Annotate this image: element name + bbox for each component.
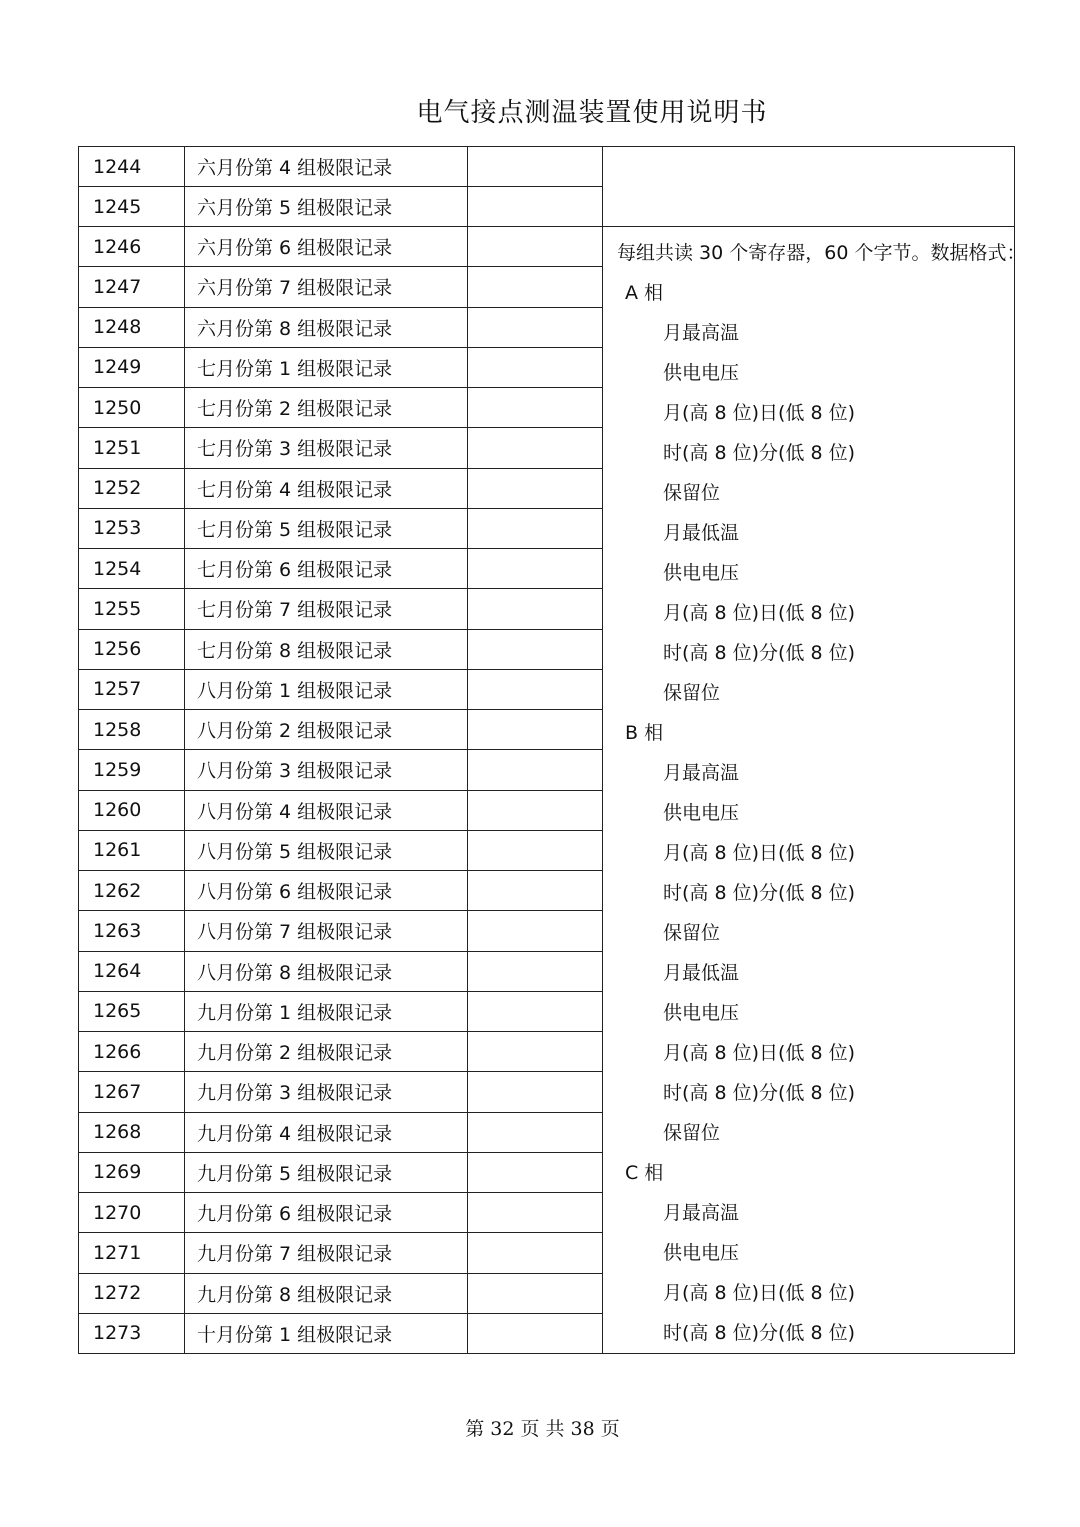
register-name: 六月份第 6 组极限记录: [185, 227, 468, 267]
format-field: 保留位: [663, 482, 721, 504]
empty-cell: [468, 428, 603, 468]
register-name: 六月份第 5 组极限记录: [185, 187, 468, 227]
format-field: 供电电压: [663, 1242, 740, 1264]
empty-cell: [468, 549, 603, 589]
register-address: 1266: [79, 1032, 185, 1072]
description-cell-empty: [603, 147, 1015, 227]
register-address: 1252: [79, 468, 185, 508]
register-name: 七月份第 2 组极限记录: [185, 388, 468, 428]
phase-heading: B 相: [625, 722, 664, 744]
register-address: 1258: [79, 710, 185, 750]
format-field: 保留位: [663, 682, 721, 704]
register-address: 1269: [79, 1152, 185, 1192]
empty-cell: [468, 830, 603, 870]
register-address: 1260: [79, 790, 185, 830]
empty-cell: [468, 1233, 603, 1273]
register-address: 1270: [79, 1193, 185, 1233]
register-table-body: [79, 147, 1026, 1354]
empty-cell: [468, 1313, 603, 1353]
register-name: 八月份第 4 组极限记录: [185, 790, 468, 830]
empty-cell: [468, 187, 603, 227]
empty-cell: [468, 468, 603, 508]
format-field: 月最低温: [663, 962, 740, 984]
register-name: 九月份第 6 组极限记录: [185, 1193, 468, 1233]
format-field: 时(高 8 位)分(低 8 位): [663, 882, 855, 904]
table-row: [79, 147, 1015, 187]
register-name: 七月份第 1 组极限记录: [185, 347, 468, 387]
register-address: 1257: [79, 669, 185, 709]
format-field: 月(高 8 位)日(低 8 位): [663, 602, 855, 624]
register-address: 1250: [79, 388, 185, 428]
page-number: 第 32 页 共 38 页: [465, 1418, 620, 1440]
format-field: 供电电压: [663, 1002, 740, 1024]
register-address: 1249: [79, 347, 185, 387]
empty-cell: [468, 227, 603, 267]
empty-cell: [468, 710, 603, 750]
register-name: 八月份第 6 组极限记录: [185, 871, 468, 911]
register-name: 八月份第 8 组极限记录: [185, 951, 468, 991]
description-cell: [603, 227, 1026, 1354]
register-name: 八月份第 2 组极限记录: [185, 710, 468, 750]
format-field: 保留位: [663, 922, 721, 944]
register-name: 六月份第 8 组极限记录: [185, 307, 468, 347]
register-name: 八月份第 5 组极限记录: [185, 830, 468, 870]
register-address: 1263: [79, 911, 185, 951]
register-name: 六月份第 7 组极限记录: [185, 267, 468, 307]
register-address: 1267: [79, 1072, 185, 1112]
format-field: 时(高 8 位)分(低 8 位): [663, 1082, 855, 1104]
register-name: 九月份第 2 组极限记录: [185, 1032, 468, 1072]
register-name: 七月份第 4 组极限记录: [185, 468, 468, 508]
register-address: 1268: [79, 1112, 185, 1152]
register-name: 十月份第 1 组极限记录: [185, 1313, 468, 1353]
register-name: 七月份第 3 组极限记录: [185, 428, 468, 468]
register-name: 八月份第 3 组极限记录: [185, 750, 468, 790]
format-field: 月最高温: [663, 322, 740, 344]
empty-cell: [468, 1072, 603, 1112]
format-field: 保留位: [663, 1122, 721, 1144]
empty-cell: [468, 629, 603, 669]
empty-cell: [468, 307, 603, 347]
register-address: 1255: [79, 589, 185, 629]
register-address: 1247: [79, 267, 185, 307]
format-field: 供电电压: [663, 362, 740, 384]
register-address: 1271: [79, 1233, 185, 1273]
format-field: 时(高 8 位)分(低 8 位): [663, 1322, 855, 1344]
register-name: 九月份第 4 组极限记录: [185, 1112, 468, 1152]
empty-cell: [468, 991, 603, 1031]
format-field: 供电电压: [663, 802, 740, 824]
empty-cell: [468, 267, 603, 307]
register-address: 1251: [79, 428, 185, 468]
empty-cell: [468, 669, 603, 709]
empty-cell: [468, 1193, 603, 1233]
empty-cell: [468, 388, 603, 428]
format-field: 月最高温: [663, 762, 740, 784]
register-address: 1259: [79, 750, 185, 790]
format-field: 供电电压: [663, 562, 740, 584]
format-field: 月(高 8 位)日(低 8 位): [663, 1282, 855, 1304]
phase-heading: A 相: [625, 282, 664, 304]
register-name: 七月份第 5 组极限记录: [185, 508, 468, 548]
empty-cell: [468, 1032, 603, 1072]
page-title: 电气接点测温装置使用说明书: [416, 98, 768, 128]
register-address: 1272: [79, 1273, 185, 1313]
register-name: 九月份第 5 组极限记录: [185, 1152, 468, 1192]
register-address: 1244: [79, 147, 185, 187]
empty-cell: [468, 347, 603, 387]
register-address: 1245: [79, 187, 185, 227]
register-address: 1248: [79, 307, 185, 347]
register-address: 1254: [79, 549, 185, 589]
register-address: 1256: [79, 629, 185, 669]
register-address: 1262: [79, 871, 185, 911]
register-address: 1265: [79, 991, 185, 1031]
empty-cell: [468, 750, 603, 790]
register-name: 八月份第 7 组极限记录: [185, 911, 468, 951]
register-name: 七月份第 6 组极限记录: [185, 549, 468, 589]
empty-cell: [468, 1112, 603, 1152]
format-field: 月(高 8 位)日(低 8 位): [663, 402, 855, 424]
register-address: 1261: [79, 830, 185, 870]
format-field: 月(高 8 位)日(低 8 位): [663, 842, 855, 864]
register-address: 1264: [79, 951, 185, 991]
register-name: 六月份第 4 组极限记录: [185, 147, 468, 187]
register-name: 九月份第 1 组极限记录: [185, 991, 468, 1031]
empty-cell: [468, 589, 603, 629]
empty-cell: [468, 508, 603, 548]
register-name: 九月份第 7 组极限记录: [185, 1233, 468, 1273]
table-row: [79, 227, 1015, 267]
format-field: 时(高 8 位)分(低 8 位): [663, 442, 855, 464]
empty-cell: [468, 871, 603, 911]
register-name: 九月份第 3 组极限记录: [185, 1072, 468, 1112]
format-intro: 每组共读 30 个寄存器，60 个字节。数据格式：: [617, 242, 1026, 264]
format-field: 月(高 8 位)日(低 8 位): [663, 1042, 855, 1064]
empty-cell: [468, 1152, 603, 1192]
empty-cell: [468, 790, 603, 830]
data-format-description: [603, 227, 1026, 1353]
register-name: 八月份第 1 组极限记录: [185, 669, 468, 709]
register-address: 1246: [79, 227, 185, 267]
register-name: 九月份第 8 组极限记录: [185, 1273, 468, 1313]
register-name: 七月份第 8 组极限记录: [185, 629, 468, 669]
empty-cell: [468, 1273, 603, 1313]
format-field: 月最低温: [663, 522, 740, 544]
empty-cell: [468, 147, 603, 187]
empty-cell: [468, 911, 603, 951]
register-address: 1253: [79, 508, 185, 548]
register-table: [78, 146, 1026, 1354]
register-name: 七月份第 7 组极限记录: [185, 589, 468, 629]
format-field: 时(高 8 位)分(低 8 位): [663, 642, 855, 664]
phase-heading: C 相: [625, 1162, 664, 1184]
format-field: 月最高温: [663, 1202, 740, 1224]
empty-cell: [468, 951, 603, 991]
register-address: 1273: [79, 1313, 185, 1353]
